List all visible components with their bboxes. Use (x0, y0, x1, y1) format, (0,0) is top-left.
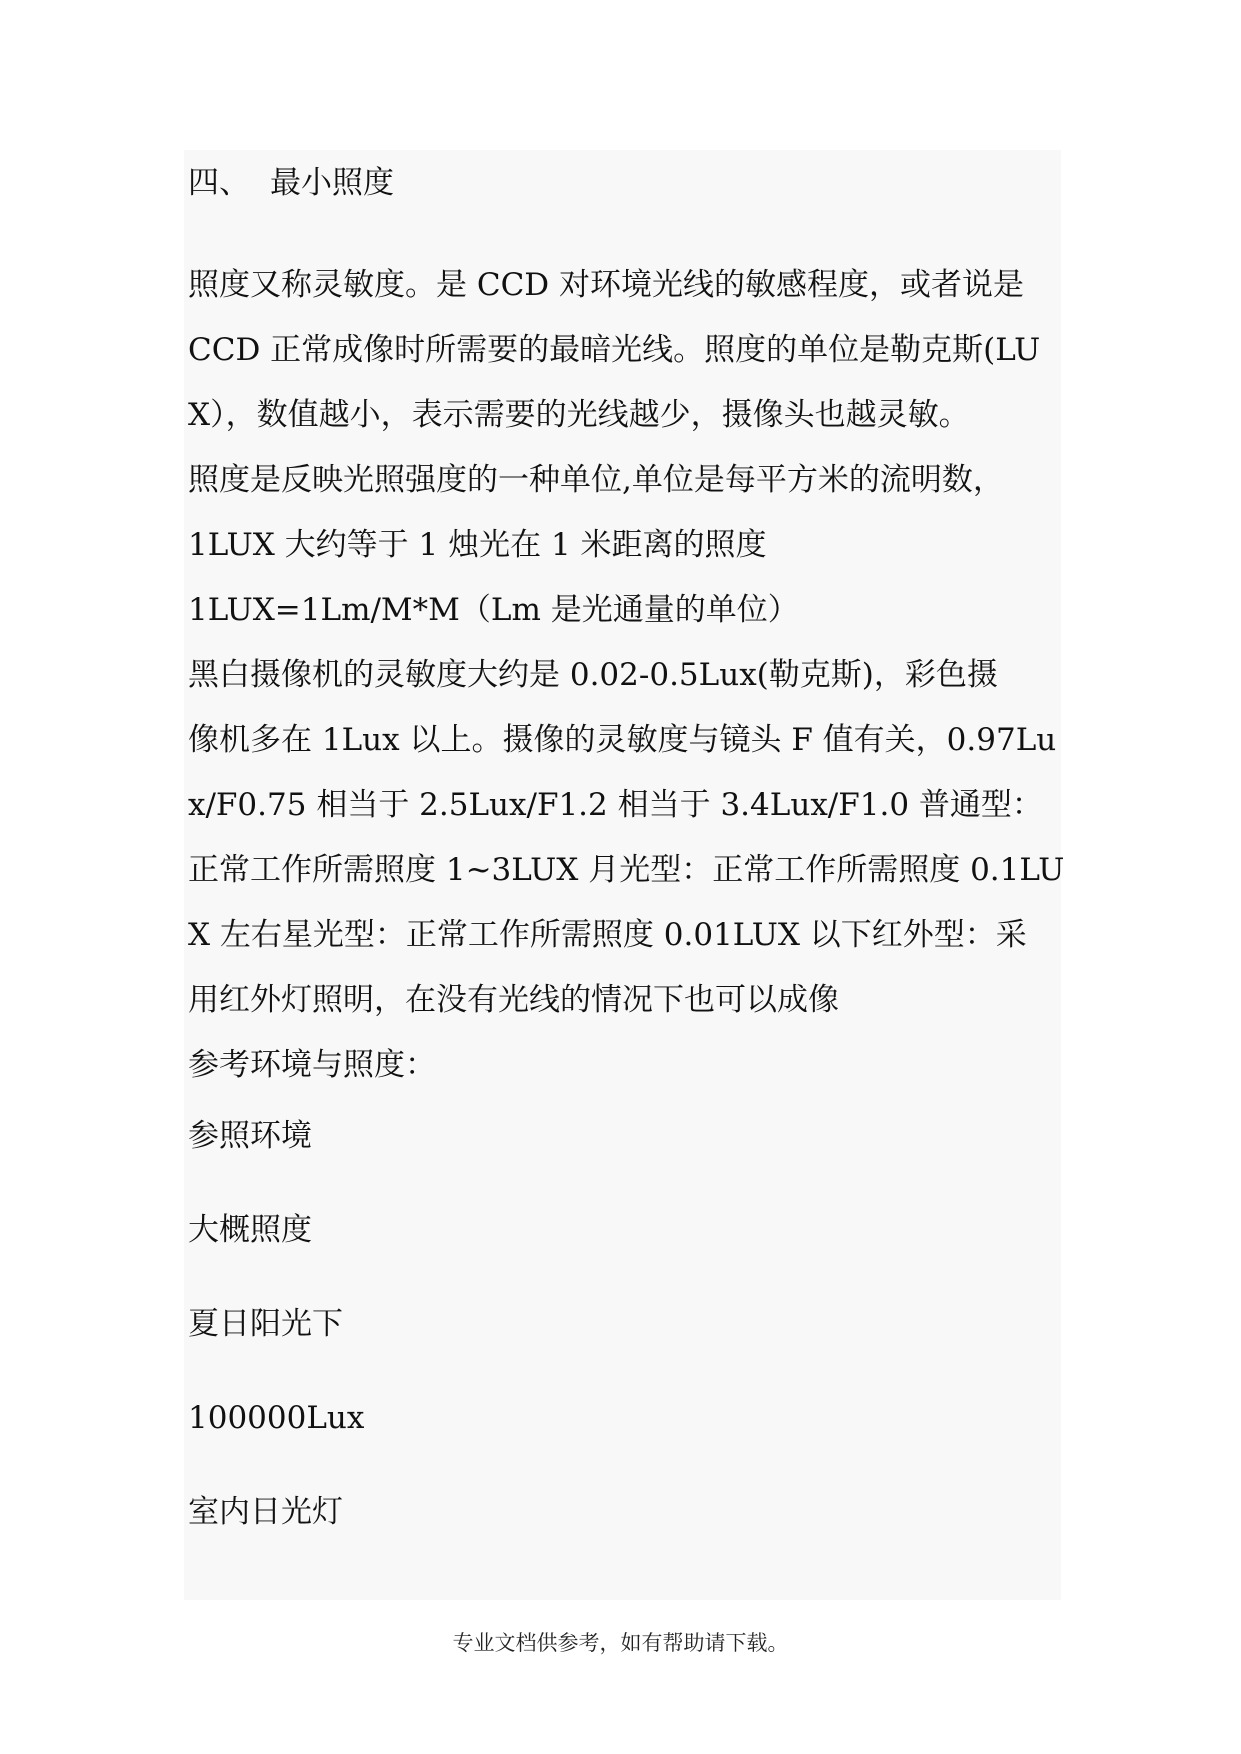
body-line: X 左右星光型：正常工作所需照度 0.01LUX 以下红外型：采 (188, 917, 1027, 953)
body-line: 像机多在 1Lux 以上。摄像的灵敏度与镜头 F 值有关，0.97Lu (188, 722, 1057, 758)
reference-item: 夏日阳光下 (188, 1306, 343, 1342)
body-line: 参考环境与照度： (188, 1047, 436, 1083)
body-line: CCD 正常成像时所需要的最暗光线。照度的单位是勒克斯(LU (188, 332, 1041, 368)
reference-item: 大概照度 (188, 1212, 312, 1248)
body-line: 用红外灯照明，在没有光线的情况下也可以成像 (188, 982, 839, 1018)
section-number: 四、 (188, 165, 250, 201)
section-title: 最小照度 (270, 165, 394, 201)
body-line: 1LUX 大约等于 1 烛光在 1 米距离的照度 (188, 527, 767, 563)
section-heading (188, 160, 394, 206)
body-line: x/F0.75 相当于 2.5Lux/F1.2 相当于 3.4Lux/F1.0 普通型： (188, 787, 1043, 823)
body-line: 黑白摄像机的灵敏度大约是 0.02-0.5Lux(勒克斯)，彩色摄 (188, 657, 998, 693)
reference-item: 参照环境 (188, 1118, 312, 1154)
reference-list (188, 1113, 364, 1583)
body-line: 1LUX=1Lm/M*M（Lm 是光通量的单位） (188, 592, 799, 628)
body-line: X），数值越小，表示需要的光线越少，摄像头也越灵敏。 (188, 397, 970, 433)
body-line: 照度又称灵敏度。是 CCD 对环境光线的敏感程度，或者说是 (188, 267, 1024, 303)
body-line: 正常工作所需照度 1~3LUX 月光型：正常工作所需照度 0.1LU (188, 852, 1065, 888)
reference-item: 100000Lux (188, 1400, 365, 1436)
body-text (188, 253, 1064, 1098)
body-line: 照度是反映光照强度的一种单位,单位是每平方米的流明数， (188, 462, 1004, 498)
document-content (184, 150, 1065, 1600)
page-footer: 专业文档供参考，如有帮助请下载。 (452, 1631, 789, 1655)
reference-item: 室内日光灯 (188, 1494, 343, 1530)
